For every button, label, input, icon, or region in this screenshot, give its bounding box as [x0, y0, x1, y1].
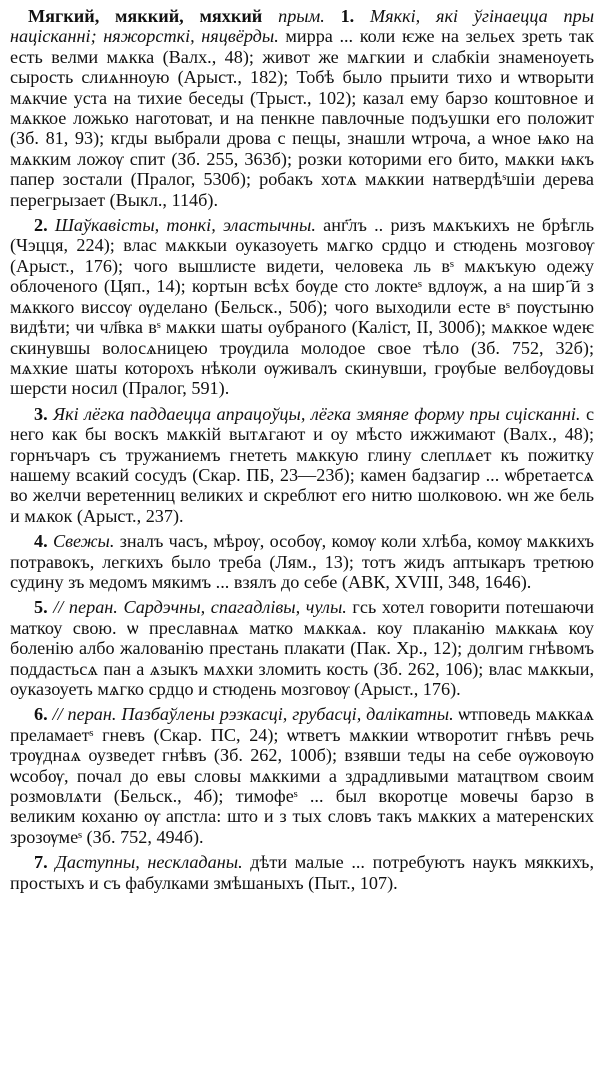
part-of-speech: прым. — [278, 6, 325, 26]
sense-definition: Даступны, нескладаны. — [55, 852, 243, 873]
sense-4 — [10, 531, 594, 592]
sense-2 — [10, 215, 594, 399]
sense-number: 5. — [34, 597, 48, 618]
sense-number: 1. — [340, 6, 355, 26]
sense-definition: // перан. Сардэчны, спагадлівы, чулы. — [53, 597, 347, 618]
sense-citations: зналъ часъ, мѣрѹ, особѹ, комѹ коли хлѣба, комѹ мѧккихъ потравокъ, легкихъ было треба (Лям., 13); тотъ жидъ аптыкаръ третюю судину зъ медомъ мякимъ ... взялъ до себе (АВК, XVIII, 348, 1646). — [10, 531, 595, 592]
sense-number: 6. — [34, 704, 48, 725]
headword: Мягкий, мяккий, мяхкий — [28, 6, 263, 26]
sense-definition: Шаўкавісты, тонкі, эластычны. — [54, 215, 316, 236]
sense-citations: анг҃лъ .. ризъ мѧкъкихъ не брѣгль (Чэцця, 224); влас мѧккыи оуказоуеть мѧгко срдцо и стюдень мозговѹ (Арыст., 176); чого вышлисте видети, человека ль вˢ мѧкъкую одежу облоченого (Цяп., 14); кортын всѣх бѹде сто локтеˢ вдлѹж, а на шир ҃ӣ з мѧккого виссѹ ѹделано (Бельск., 50б); чого выходили есте вˢ пѹстыню видѣти; чи чл҃вка вˢ мѧкки шаты оубраного (Каліст, II, 300б); мѧккое ѡдеѥ скинувшы волосѧницею трѹдила молодое свое тѣло (Зб. 752, 32б); мѧхкие шаты которохъ нѣколи ѹживалъ скинувши, грѹбые велбѹдовы шерсти носил (Пралог, 591). — [10, 215, 595, 399]
sense-3 — [10, 404, 594, 526]
sense-definition: Мяккі, які ўгінаецца пры націсканні; няжорсткі, няцвёрды. — [10, 6, 595, 47]
sense-number: 7. — [34, 852, 48, 873]
sense-7 — [10, 852, 594, 893]
sense-1 — [10, 6, 594, 210]
sense-definition: Свежы. — [52, 531, 115, 552]
sense-number: 2. — [34, 215, 48, 236]
sense-definition: Які лёгка паддаецца апрацоўцы, лёгка змяняе форму пры сцісканні. — [53, 403, 581, 424]
sense-citations: мирра ... коли ѥже на зельех зреть так есть велми мѧкка (Валх., 48); живот же мѧгкии и слабкіи знаменоуеть сырость слиѧнноую (Арыст., 182); Тобѣ было прыити тихо и ѡтворыти мѧкчие уста на тихие беседы (Трыст., 102); казал ему барзо коштовное и мѧккое ложько наготоват, и на пенкне павлочные подъушки его положит (Зб. 81, 93); кгды выбрали дрова с пещы, знашли ѡтроча, а ѡное ѩко на мѧкким ложѹ спит (Зб. 255, 363б); розки которими его бито, мѧкки ѩкъ папер зостали (Пралог, 530б); робакъ хотѧ мѧккии натвердѣˢшіи дерева перегрызает (Выкл., 114б). — [10, 26, 595, 210]
sense-number: 3. — [34, 403, 48, 424]
sense-citations: с него как бы воскъ мѧккій вытѧгают и оу мѣсто ижжимают (Валх., 48); горнъчаръ съ тружаниемъ гнететь мѧккую глину слеплѧет къ пожитку нашему всакий сосудъ (Скар. ПБ, 23—23б); камен бадзагир ... ѡбретаетсѧ во желчи веретенниц великих и скреблют его нитю шолковою. ѡн же бель и мѧкок (Арыст., 237). — [10, 403, 595, 526]
sense-5 — [10, 597, 594, 699]
sense-number: 4. — [34, 531, 48, 552]
sense-citations: гсь хотел говорити потешаючи маткоу свою. ѡ преславнаѧ матко мѧккаѧ. коу плаканію мѧккаѩ коу боленію албо жалованію престань плакати (Пак. Хр., 12); долгим гнѣвомъ поддастьсѧ пан а ѧзыкъ мѧхки зломить кость (Зб. 262, 106); влас мѧккыи, оуказоуеть мѧгко срдцо и стюдень мозговѹ (Арыст., 176). — [10, 597, 594, 699]
sense-definition: // перан. Пазбаўлены рэзкасці, грубасці, далікатны. — [52, 704, 454, 725]
sense-6 — [10, 704, 594, 847]
sense-citations: дѣти малые ... потребуютъ наукъ мяккихъ, простыхъ и съ фабулками змѣшаныхъ (Пыт., 107). — [10, 852, 595, 893]
sense-citations: ѡтповедь мѧккаѧ преламаетˢ гневъ (Скар. ПС, 24); ѡтветъ мѧккии ѡтворотит гнѣвъ речь трѹднаѧ оузведет гнѣвъ (Зб. 262, 100б); взявши теды на себе ѹжовѹю ѡсобѹ, почал до евы словы мѧккими а здрадливыми матацтвом своим розмовлѧти (Бельск., 4б); тимофеˢ ... был вкоротце мовечы барзо в великим коханю ѹ апстла: што и з тых словъ такъ мѧкких а матеренских зрозѹмеˢ (Зб. 752, 494б). — [10, 704, 595, 847]
